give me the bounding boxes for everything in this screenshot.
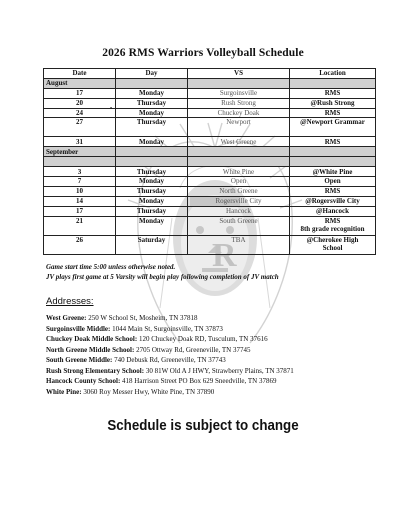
month-row-august [44, 78, 376, 88]
cell-date: 10 [44, 186, 116, 196]
header-date: Date [44, 69, 116, 79]
cell-day: Thursday [116, 186, 188, 196]
cell-date: 24 [44, 108, 116, 118]
cell-location [290, 235, 376, 254]
address-name: Hancock County School: [46, 377, 121, 385]
cell-vs: North Greene [188, 186, 290, 196]
month-label: September [44, 147, 116, 157]
cell-location: @Hancock [290, 206, 376, 216]
cell-date: 7 [44, 177, 116, 187]
address-text: 250 W School St, Mosheim, TN 37818 [88, 314, 198, 322]
table-row [44, 216, 376, 235]
address-list [46, 313, 294, 397]
list-item [46, 366, 294, 377]
month-filler [188, 147, 290, 157]
addresses-heading: Addresses: [46, 296, 94, 307]
month-spacer-row [44, 157, 376, 167]
cell-location: RMS [290, 108, 376, 118]
address-name: West Greene: [46, 314, 87, 322]
address-text: 3060 Roy Messer Hwy, White Pine, TN 37890 [83, 387, 215, 396]
page-title: 2026 RMS Warriors Volleyball Schedule [102, 47, 304, 59]
cell-date: 31 [44, 137, 116, 147]
location-line-2: 8th grade recognition [300, 224, 365, 233]
cell-date: 20 [44, 98, 116, 108]
list-item [46, 355, 294, 366]
cell-location: @Newport Grammar [290, 118, 376, 137]
svg-text:R: R [212, 237, 237, 274]
cell-day: Monday [116, 137, 188, 147]
cell-date: 21 [44, 216, 116, 235]
month-filler [290, 147, 376, 157]
list-item [46, 387, 294, 398]
cell-date: 17 [44, 206, 116, 216]
cell-vs: Newport [188, 118, 290, 137]
address-text: 418 Harrison Street PO Box 629 Sneedville, TN 37869 [122, 377, 277, 385]
location-line-1: @Cherokee High [306, 235, 359, 244]
cell-vs: TBA [188, 235, 290, 254]
cell-vs: Open [188, 177, 290, 187]
stray-mark: • [110, 106, 113, 112]
location-line-2: School [322, 243, 343, 252]
address-text: 740 Debusk Rd, Greeneville, TN 37743 [114, 356, 226, 364]
address-name: White Pine: [46, 387, 82, 396]
month-filler [116, 78, 188, 88]
cell-vs: Hancock [188, 206, 290, 216]
list-item [46, 345, 294, 356]
footer-disclaimer: Schedule is subject to change [107, 418, 299, 434]
list-item [46, 334, 294, 345]
address-name: North Greene Middle School: [46, 345, 135, 354]
cell-day: Monday [116, 88, 188, 98]
cell-location [290, 216, 376, 235]
table-row [44, 108, 376, 118]
address-name: South Greene Middle: [46, 356, 113, 364]
cell-location: @White Pine [290, 167, 376, 177]
address-text: 1044 Main St, Surgoinsville, TN 37873 [112, 324, 223, 333]
list-item [46, 324, 294, 335]
table-row [44, 88, 376, 98]
schedule-table [43, 68, 376, 255]
address-text: 2705 Ottway Rd, Greeneville, TN 37745 [136, 345, 251, 354]
cell-day: Saturday [116, 235, 188, 254]
cell-date: 14 [44, 196, 116, 206]
address-name: Rush Strong Elementary School: [46, 366, 145, 375]
table-row [44, 167, 376, 177]
cell-location: @Rogersville City [290, 196, 376, 206]
cell-vs: Rogersville City [188, 196, 290, 206]
table-row [44, 118, 376, 137]
address-name: Chuckey Doak Middle School: [46, 335, 138, 343]
cell-day: Thursday [116, 118, 188, 137]
cell-location: RMS [290, 186, 376, 196]
month-filler [188, 78, 290, 88]
note-jv: JV plays first game at 5 Varsity will begin play following completion of JV match [46, 273, 279, 281]
month-label: August [44, 78, 116, 88]
cell-vs: Chuckey Doak [188, 108, 290, 118]
month-filler [188, 157, 290, 167]
cell-date: 27 [44, 118, 116, 137]
table-row [44, 137, 376, 147]
cell-location: RMS [290, 88, 376, 98]
note-start-time: Game start time 5:00 unless otherwise noted. [46, 263, 176, 271]
header-vs: VS [188, 69, 290, 79]
cell-day: Thursday [116, 98, 188, 108]
location-line-1: RMS [324, 216, 341, 225]
month-filler [116, 147, 188, 157]
header-location: Location [290, 69, 376, 79]
table-row [44, 98, 376, 108]
cell-day: Monday [116, 177, 188, 187]
month-filler [290, 157, 376, 167]
cell-location: Open [290, 177, 376, 187]
address-name: Surgoinsville Middle: [46, 324, 111, 333]
list-item [46, 313, 294, 324]
cell-day: Thursday [116, 206, 188, 216]
address-text: 120 Chuckey Doak RD, Tusculum, TN 37616 [138, 335, 268, 343]
cell-location: RMS [290, 137, 376, 147]
cell-vs: West Greene [188, 137, 290, 147]
list-item [46, 376, 294, 387]
table-header-row [44, 69, 376, 79]
table-row [44, 177, 376, 187]
address-text: 30 81W Old A J HWY, Strawberry Plains, TN 37871 [145, 366, 294, 375]
cell-date: 3 [44, 167, 116, 177]
cell-vs: Surgoinsville [188, 88, 290, 98]
cell-day: Monday [116, 196, 188, 206]
cell-location: @Rush Strong [290, 98, 376, 108]
cell-date: 26 [44, 235, 116, 254]
table-row [44, 235, 376, 254]
cell-date: 17 [44, 88, 116, 98]
cell-vs: Rush Strong [188, 98, 290, 108]
cell-vs: South Greene [188, 216, 290, 235]
month-filler [44, 157, 116, 167]
month-row-september [44, 147, 376, 157]
table-row [44, 196, 376, 206]
cell-day: Thursday [116, 167, 188, 177]
table-row [44, 206, 376, 216]
month-filler [290, 78, 376, 88]
cell-day: Monday [116, 108, 188, 118]
header-day: Day [116, 69, 188, 79]
cell-vs: White Pine [188, 167, 290, 177]
table-row [44, 186, 376, 196]
month-filler [116, 157, 188, 167]
cell-day: Monday [116, 216, 188, 235]
